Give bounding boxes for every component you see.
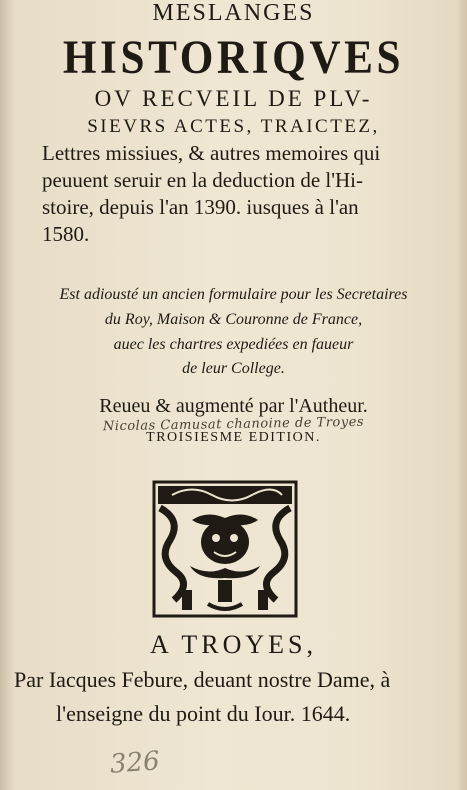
pencil-shelf-mark: 326	[109, 746, 161, 780]
title-actes: SIEVRS ACTES, TRAICTEZ,	[87, 116, 380, 137]
edition-line: TROISIESME EDITION.	[146, 430, 321, 445]
body-line-2: peuuent seruir en la deduction de l'Hi-	[42, 168, 364, 192]
italic-line-2: du Roy, Maison & Couronne de France,	[104, 311, 363, 328]
italic-line-3: auec les chartres expediées en faueur	[113, 336, 354, 353]
handwritten-owner-note: Nicolas Camusat chanoine de Troyes	[102, 414, 365, 435]
italic-line-4: de leur College.	[182, 360, 285, 377]
printer-device-ornament-icon	[152, 480, 298, 618]
title-recveil: OV RECVEIL DE PLV-	[94, 86, 373, 111]
body-line-3: stoire, depuis l'an 1390. iusques à l'an	[42, 195, 359, 219]
italic-line-1: Est adiousté un ancien formulaire pour les Secretaires	[59, 286, 408, 303]
title-historiqves: HISTORIQVES	[62, 31, 405, 84]
body-line-4: 1580.	[42, 222, 90, 246]
imprint-line-1: Par Iacques Febure, deuant nostre Dame, à	[14, 667, 391, 692]
revised-line: Reueu & augmenté par l'Autheur.	[99, 395, 368, 417]
city-line: A TROYES,	[150, 630, 317, 659]
body-line-1: Lettres missiues, & autres memoires qui	[42, 141, 381, 165]
imprint-line-2: l'enseigne du point du Iour. 1644.	[56, 701, 351, 726]
title-meslanges: MESLANGES	[152, 0, 315, 26]
